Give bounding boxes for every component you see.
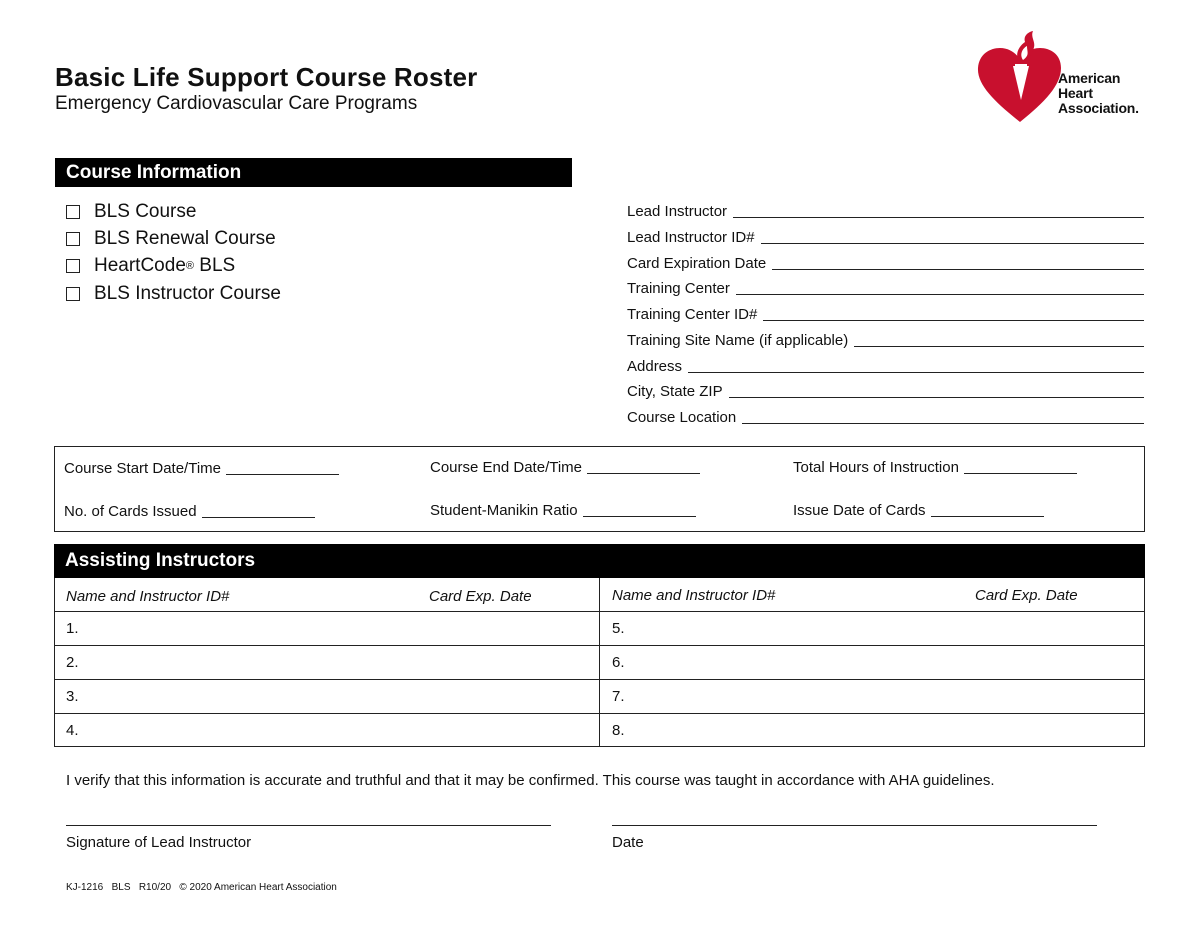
course-schedule-box [54, 446, 1145, 532]
signature-line[interactable] [66, 825, 551, 826]
date-line[interactable] [612, 825, 1097, 826]
course-location-field[interactable] [627, 408, 1144, 426]
table-row[interactable]: 5. [612, 620, 625, 637]
page-title: Basic Life Support Course Roster [55, 62, 478, 92]
row-divider [55, 645, 1144, 646]
assisting-instructors-table [54, 578, 1145, 747]
training-center-field[interactable] [627, 279, 1144, 297]
checkbox-icon[interactable] [66, 232, 80, 246]
option-label-suffix: BLS [194, 255, 236, 276]
field-label: Training Center ID# [627, 306, 758, 323]
option-label: BLS Renewal Course [94, 228, 276, 249]
fill-line[interactable] [733, 217, 1144, 218]
footer-code: KJ-1216 BLS R10/20 © 2020 American Heart Association [66, 882, 337, 893]
course-end-field[interactable] [430, 459, 700, 476]
table-row[interactable]: 7. [612, 688, 625, 705]
course-information-heading: Course Information [55, 158, 572, 187]
fill-line[interactable] [202, 517, 315, 518]
fill-line[interactable] [226, 474, 339, 475]
field-label: City, State ZIP [627, 383, 723, 400]
table-row[interactable]: 8. [612, 722, 625, 739]
column-header-name: Name and Instructor ID# [66, 588, 230, 605]
fill-line[interactable] [772, 269, 1144, 270]
checkbox-icon[interactable] [66, 287, 80, 301]
lead-instructor-id-field[interactable] [627, 228, 1144, 246]
fill-line[interactable] [931, 516, 1044, 517]
table-row[interactable]: 4. [66, 722, 79, 739]
checkbox-icon[interactable] [66, 205, 80, 219]
field-label: Issue Date of Cards [793, 502, 926, 519]
field-label: Lead Instructor ID# [627, 229, 755, 246]
field-label: Student-Manikin Ratio [430, 502, 578, 519]
option-label: BLS Course [94, 201, 197, 222]
assisting-instructors-heading: Assisting Instructors [54, 544, 1145, 578]
field-label: Training Center [627, 280, 730, 297]
total-hours-field[interactable] [793, 459, 1077, 476]
row-divider [55, 679, 1144, 680]
fill-line[interactable] [688, 372, 1144, 373]
training-site-name-field[interactable] [627, 331, 1144, 349]
logo-line: Association. [1058, 100, 1139, 116]
table-row[interactable]: 6. [612, 654, 625, 671]
card-expiration-date-field[interactable] [627, 254, 1144, 272]
logo-wordmark [1058, 71, 1139, 116]
table-row[interactable]: 3. [66, 688, 79, 705]
fill-line[interactable] [854, 346, 1144, 347]
field-label: Card Expiration Date [627, 255, 767, 272]
fill-line[interactable] [761, 243, 1144, 244]
training-center-id-field[interactable] [627, 305, 1144, 323]
logo-line: Heart [1058, 85, 1093, 101]
page-subtitle: Emergency Cardiovascular Care Programs [55, 93, 418, 114]
row-divider [55, 713, 1144, 714]
date-label: Date [612, 834, 644, 851]
issue-date-field[interactable] [793, 502, 1044, 519]
verification-statement: I verify that this information is accurate and truthful and that it may be confirmed. This course was taught in accordance with AHA guidelines. [66, 772, 995, 789]
bls-renewal-option[interactable] [66, 228, 276, 250]
option-label: BLS Instructor Course [94, 283, 281, 304]
field-label: Course End Date/Time [430, 459, 583, 476]
column-header-exp: Card Exp. Date [975, 587, 1078, 604]
field-label: No. of Cards Issued [64, 503, 197, 520]
student-manikin-ratio-field[interactable] [430, 502, 696, 519]
field-label: Course Start Date/Time [64, 460, 221, 477]
logo-line: American [1058, 70, 1121, 86]
option-label: HeartCode [94, 255, 186, 276]
field-label: Address [627, 358, 683, 375]
registered-mark: ® [185, 260, 194, 272]
fill-line[interactable] [583, 516, 696, 517]
bls-course-option[interactable] [66, 201, 196, 223]
column-divider [599, 578, 600, 746]
fill-line[interactable] [729, 397, 1144, 398]
field-label: Course Location [627, 409, 737, 426]
fill-line[interactable] [587, 473, 700, 474]
heartcode-bls-option[interactable] [66, 255, 235, 277]
row-divider [55, 611, 1144, 612]
field-label: Lead Instructor [627, 203, 728, 220]
field-label: Total Hours of Instruction [793, 459, 959, 476]
address-field[interactable] [627, 357, 1144, 375]
lead-instructor-field[interactable] [627, 202, 1144, 220]
bls-instructor-option[interactable] [66, 283, 281, 305]
column-header-name: Name and Instructor ID# [612, 587, 776, 604]
fill-line[interactable] [964, 473, 1077, 474]
course-start-field[interactable] [64, 460, 339, 477]
fill-line[interactable] [742, 423, 1144, 424]
table-row[interactable]: 2. [66, 654, 79, 671]
fill-line[interactable] [736, 294, 1144, 295]
cards-issued-field[interactable] [64, 503, 315, 520]
checkbox-icon[interactable] [66, 259, 80, 273]
city-state-zip-field[interactable] [627, 382, 1144, 400]
field-label: Training Site Name (if applicable) [627, 332, 849, 349]
column-header-exp: Card Exp. Date [429, 588, 532, 605]
table-row[interactable]: 1. [66, 620, 79, 637]
fill-line[interactable] [763, 320, 1144, 321]
signature-label: Signature of Lead Instructor [66, 834, 252, 851]
